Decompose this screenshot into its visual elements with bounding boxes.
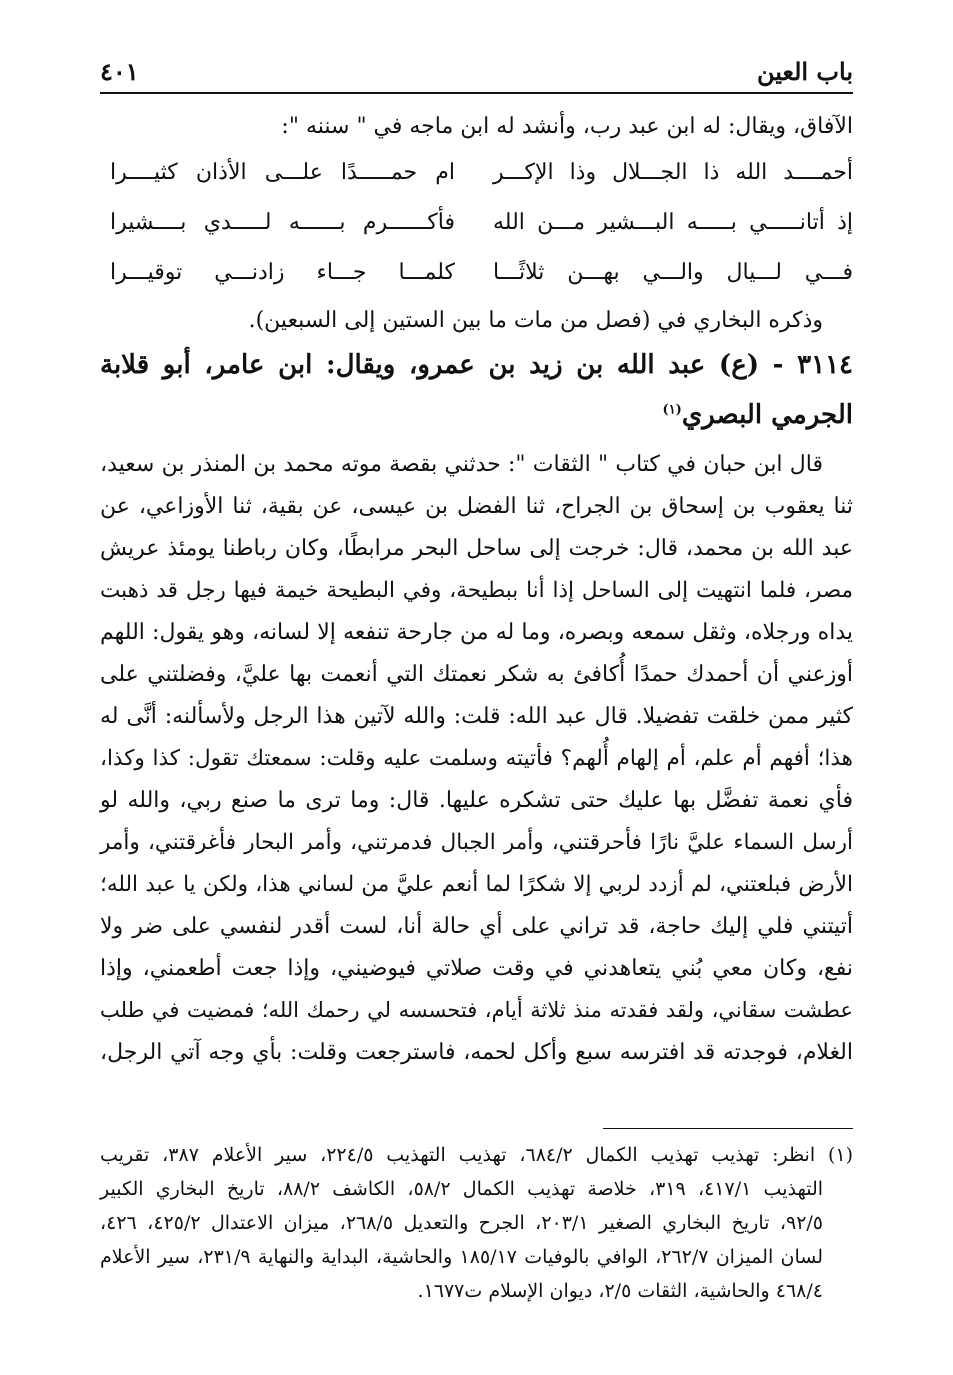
footnote-line: التهذيب ٤١٧/١، ٣١٩، خلاصة تهذيب الكمال ٥٨/٢، الكاشف ٨٨/٢، تاريخ البخاري الكبير — [100, 1178, 824, 1200]
body-line: كثير ممن خلقت تفضيلا. قال عبد الله: قلت: والله لآتين هذا الرجل ولأسألنه: أنَّى له — [100, 704, 853, 729]
chapter-title: باب العين — [756, 57, 853, 86]
bukhari-note: وذكره البخاري في (فصل من مات ما بين الستين إلى السبعين). — [248, 308, 823, 333]
entry-name: الجرمي البصري — [681, 400, 853, 430]
body-line: نفع، وكان معي بُني يتعاهدني في وقت صلاتي فيوضيني، وإذا جعت أطعمني، وإذا — [100, 956, 853, 981]
footnote-line: (١) انظر: تهذيب تهذيب الكمال ٦٨٤/٢، تهذيب التهذيب ٢٢٤/٥، سير الأعلام ٣٨٧، تقريب — [100, 1144, 854, 1166]
body-line: أوزعني أن أحمدك حمدًا أُكافئ به شكر نعمتك التي أنعمت بها عليَّ، وفضلتني على — [100, 662, 853, 687]
page-number: ٤٠١ — [100, 57, 139, 86]
body-line: عطشت سقاني، ولقد فقدته منذ ثلاثة أيام، فتحسسه لي رحمك الله؛ فمضيت في طلب — [100, 998, 853, 1022]
footnote-line: لسان الميزان ٢٦٢/٧، الوافي بالوفيات ١٨٥/١٧ والحاشية، البداية والنهاية ٢٣١/٩، سير الأعلام — [100, 1246, 823, 1268]
body-line: قال ابن حبان في كتاب " الثقات ": حدثني بقصة موته محمد بن المنذر بن سعيد، — [100, 452, 823, 477]
entry-heading-continued — [100, 400, 853, 430]
poem-hemistich-right: فـــي لـــيال والـــي بهـــن ثلاثًـــا — [493, 260, 853, 285]
poem-hemistich-right: إذ أتانـــــي بـــــه البـــشير مـــن الله — [493, 210, 853, 235]
header-divider — [100, 92, 853, 94]
body-line: الغلام، فوجدته قد افترسه سبع وأكل لحمه، فاسترجعت وقلت: بأي وجه آتي الرجل، — [100, 1040, 853, 1065]
footnote-divider — [603, 1128, 853, 1129]
poem-hemistich-right: أحمــــد الله ذا الجـــلال وذا الإكـــر — [493, 160, 853, 185]
body-line: أتيتني فلي إليك حاجة، قد تراني على أي حالة أنا، لست أقدر لنفسي على ضر ولا — [100, 914, 853, 939]
running-header — [100, 52, 853, 92]
body-line: الأرض فبلعتني، لم أزدد لربي إلا شكرًا لما أنعم عليَّ من لساني هذا، ولكن يا عبد الله؛ — [100, 872, 853, 897]
entry-heading: ٣١١٤ - (ع) عبد الله بن زيد بن عمرو، ويقال: ابن عامر، أبو قلابة — [100, 350, 853, 380]
footnote-line: ٤٦٨/٤ والحاشية، الثقات ٢/٥، ديوان الإسلام ت١٦٧٧. — [417, 1280, 823, 1302]
footnote-marker: (١) — [662, 402, 682, 418]
body-line: فأي نعمة تفضَّل بها عليك حتى تشكره عليها. قال: وما ترى ما صنع ربي، والله لو — [100, 788, 853, 813]
body-line: يداه ورجلاه، وثقل سمعه وبصره، وما له من جارحة تنفعه إلا لسانه، وهو يقول: اللهم — [100, 620, 853, 645]
footnote-line: ٩٢/٥، تاريخ البخاري الصغير ٢٠٣/١، الجرح والتعديل ٢٦٨/٥، ميزان الاعتدال ٤٢٥/٢، ٤٢٦، — [100, 1212, 824, 1234]
body-line: عبد الله بن محمد، قال: خرجت إلى ساحل البحر مرابطًا، وكان رباطنا يومئذ عريش — [100, 536, 853, 561]
body-line: أرسل السماء عليَّ نارًا فأحرقتني، وأمر الجبال فدمرتني، وأمر البحار فأغرقتني، وأمر — [100, 830, 853, 855]
poem-hemistich-left: فأكــــــرم بــــــه لـــــدي بــــشيرا — [110, 210, 455, 235]
body-line: هذا؛ أفهم أم علم، أم إلهام أُلهم؟ فأتيته وسلمت عليه وقلت: سمعتك تقول: كذا وكذا، — [100, 746, 853, 771]
body-line: ثنا يعقوب بن إسحاق بن الجراح، ثنا الفضل بن عيسى، عن بقية، ثنا الأوزاعي، عن — [100, 494, 853, 519]
intro-line: الآفاق، ويقال: له ابن عبد رب، وأنشد له ابن ماجه في " سننه ": — [281, 114, 853, 139]
poem-hemistich-left: ام حمـــــدًا علـــى الأذان كثيــــرا — [110, 160, 455, 185]
poem-hemistich-left: كلمـــا جـــاء زادنـــي توقيـــرا — [110, 260, 455, 285]
body-line: مصر، فلما انتهيت إلى الساحل إذا أنا ببطيحة، وفي البطيحة خيمة فيها رجل قد ذهبت — [100, 578, 853, 603]
